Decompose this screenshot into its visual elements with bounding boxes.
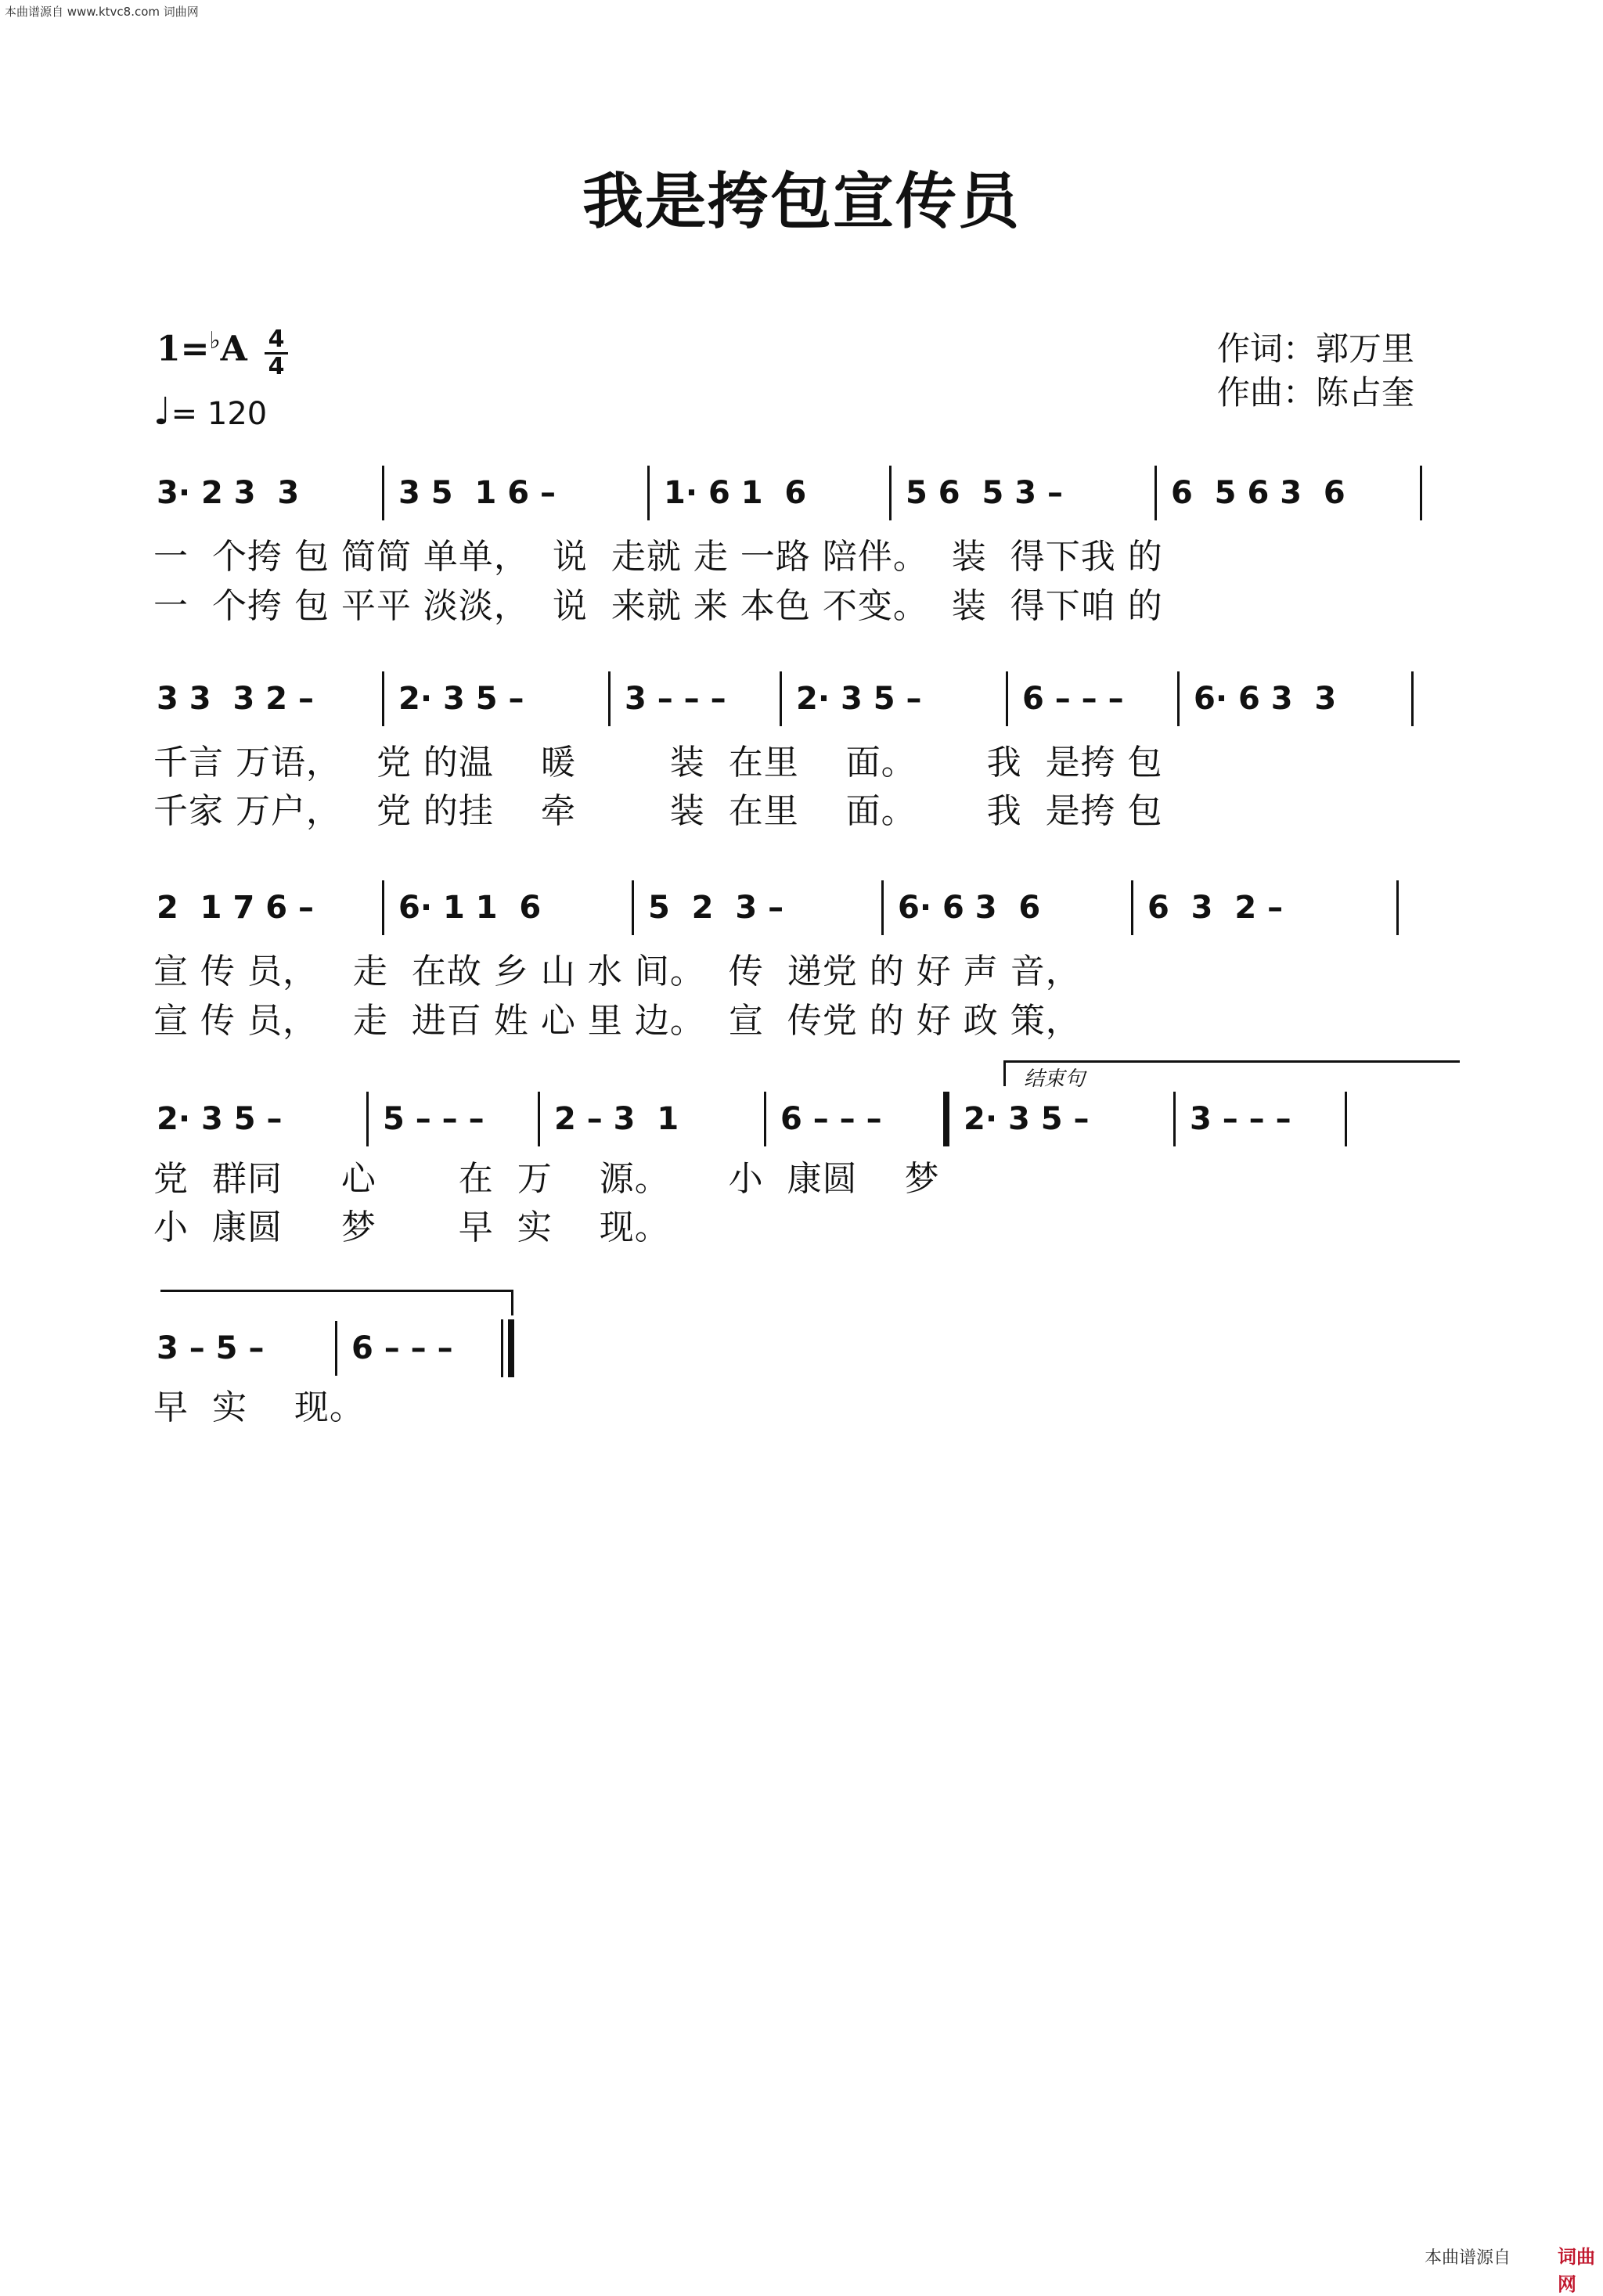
barline — [1345, 1092, 1347, 1146]
repeat-barline — [943, 1092, 949, 1146]
source-header: 本曲谱源自 www.ktvc8.com 词曲网 — [5, 5, 199, 19]
lyricist: 作词：郭万里 — [1217, 329, 1415, 368]
measure: 2· 3 5 – — [964, 1101, 1090, 1137]
notation-line-3 — [157, 880, 1448, 935]
measure: 5 2 3 – — [648, 890, 784, 926]
barline — [764, 1092, 766, 1146]
time-signature — [263, 327, 290, 380]
tempo-value: = 120 — [171, 396, 268, 432]
measure: 2· 3 5 – — [796, 681, 922, 717]
final-barline — [501, 1319, 514, 1377]
barline — [1420, 466, 1422, 520]
measure: 2· 3 5 – — [157, 1101, 283, 1137]
key-tonic: A — [220, 329, 247, 369]
barline — [1131, 880, 1133, 935]
song-title: 我是挎包宣传员 — [582, 166, 1021, 237]
footer-source: 本曲谱源自 — [1425, 2248, 1511, 2268]
measure: 3 – – – — [1190, 1101, 1291, 1137]
lyric-verse-1: 宣 传 员， 走 在故 乡 山 水 间。 传 递党 的 好 声 音， — [153, 952, 1081, 991]
measure: 1· 6 1 6 — [664, 475, 807, 511]
key-signature — [157, 327, 247, 369]
lyric-verse-1: 党 群同 心 在 万 源。 小 康圆 梦 — [153, 1159, 940, 1199]
barline — [1411, 671, 1414, 726]
measure: 2· 3 5 – — [398, 681, 524, 717]
barline — [1177, 671, 1180, 726]
barline — [1006, 671, 1008, 726]
measure: 6· 6 3 3 — [1194, 681, 1337, 717]
barline — [780, 671, 782, 726]
barline — [382, 466, 384, 520]
barline — [382, 880, 384, 935]
lyric-verse-2: 宣 传 员， 走 进百 姓 心 里 边。 宣 传党 的 好 政 策， — [153, 1001, 1081, 1041]
lyric-verse-2: 一 个挎 包 平平 淡淡， 说 来就 来 本色 不变。 装 得下咱 的 — [153, 586, 1163, 626]
time-top: 4 — [268, 326, 285, 353]
ending-label: 结束句 — [1024, 1067, 1086, 1091]
measure: 3 3 3 2 – — [157, 681, 314, 717]
lyric-verse-1: 千言 万语， 党 的温 暖 装 在里 面。 我 是挎 包 — [153, 743, 1163, 783]
measure: 5 6 5 3 – — [906, 475, 1063, 511]
notation-line-5 — [157, 1321, 548, 1376]
notation-line-4 — [157, 1092, 1448, 1146]
barline — [1155, 466, 1157, 520]
measure: 6 5 6 3 6 — [1171, 475, 1345, 511]
barline — [632, 880, 634, 935]
measure: 6 – – – — [351, 1330, 453, 1366]
measure: 6 – – – — [1022, 681, 1124, 717]
flat-icon: ♭ — [209, 327, 221, 354]
measure: 2 1 7 6 – — [157, 890, 314, 926]
measure: 5 – – – — [383, 1101, 485, 1137]
barline — [608, 671, 611, 726]
measure: 3 – 5 – — [157, 1330, 265, 1366]
quarter-note-icon: ♩ — [153, 390, 171, 434]
barline — [335, 1321, 337, 1376]
barline — [647, 466, 650, 520]
measure: 3 – – – — [625, 681, 726, 717]
notation-line-2 — [157, 671, 1448, 726]
lyric-verse-2: 千家 万户， 党 的挂 牵 装 在里 面。 我 是挎 包 — [153, 791, 1163, 831]
barline — [1173, 1092, 1176, 1146]
key-prefix: 1= — [157, 329, 210, 369]
time-bottom: 4 — [268, 353, 285, 380]
barline — [1396, 880, 1399, 935]
measure: 3 5 1 6 – — [398, 475, 556, 511]
measure: 6· 6 3 6 — [898, 890, 1041, 926]
composer: 作曲：陈占奎 — [1217, 373, 1415, 412]
measure: 6 – – – — [780, 1101, 882, 1137]
barline — [889, 466, 892, 520]
barline — [881, 880, 884, 935]
measure: 6· 1 1 6 — [398, 890, 542, 926]
measure: 6 3 2 – — [1147, 890, 1284, 926]
credits — [1217, 327, 1414, 415]
measure: 3· 2 3 3 — [157, 475, 300, 511]
lyric-verse-1: 一 个挎 包 简简 单单， 说 走就 走 一路 陪伴。 装 得下我 的 — [153, 537, 1163, 577]
notation-line-1 — [157, 466, 1448, 520]
measure: 2 – 3 1 — [554, 1101, 679, 1137]
barline — [538, 1092, 540, 1146]
footer-site: 词曲网 — [1558, 2246, 1595, 2295]
tempo-marking — [153, 390, 267, 434]
ending-bracket-end — [160, 1290, 513, 1315]
lyric-final: 早 实 现。 — [153, 1387, 365, 1427]
barline — [382, 671, 384, 726]
barline — [366, 1092, 369, 1146]
lyric-verse-2: 小 康圆 梦 早 实 现。 — [153, 1207, 670, 1247]
